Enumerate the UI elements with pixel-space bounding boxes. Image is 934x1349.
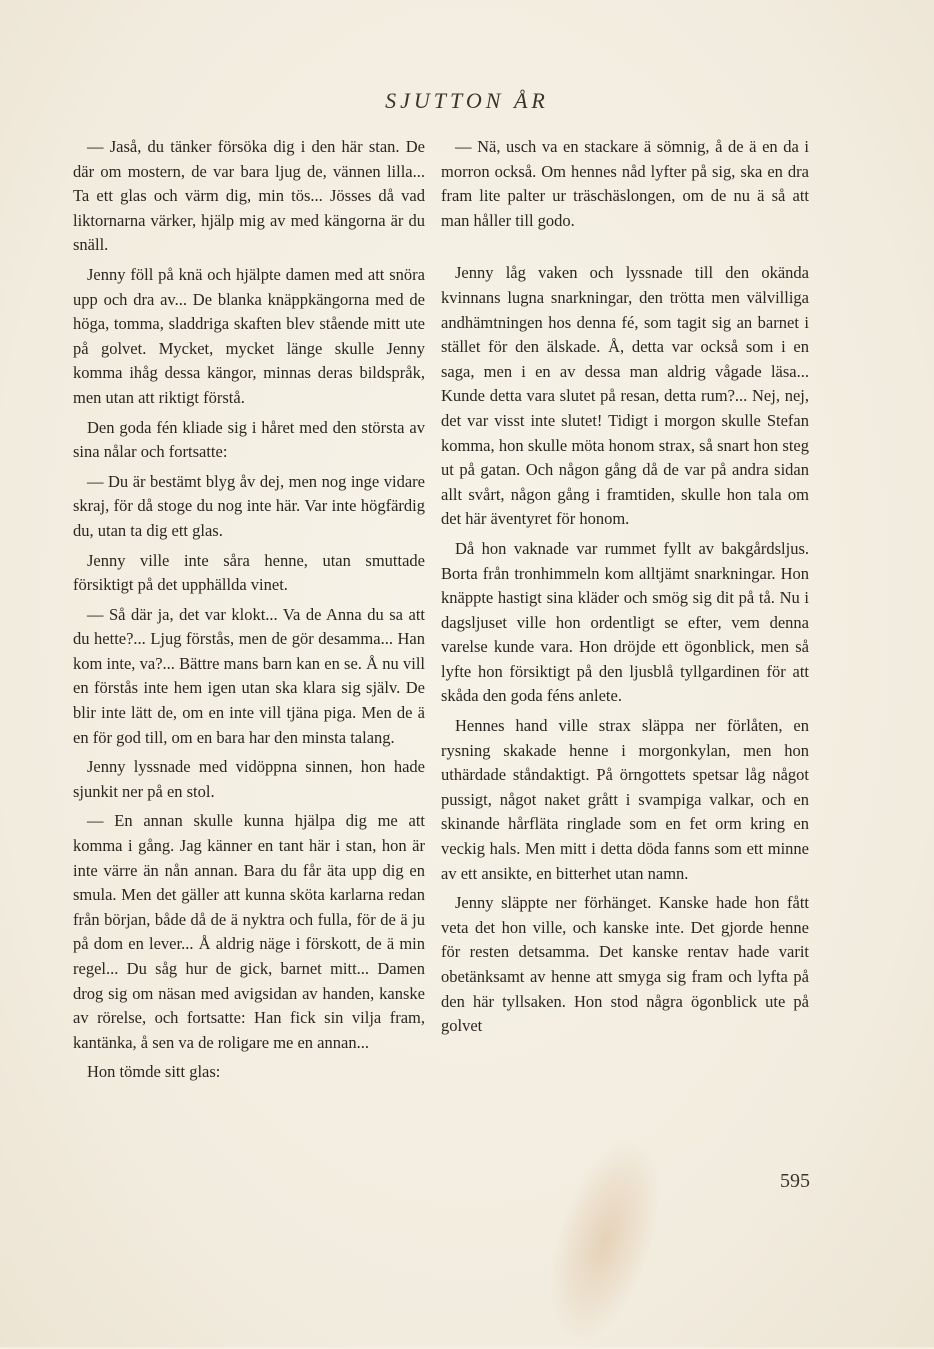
paragraph: Jenny släppte ner förhänget. Kanske hade hon fått veta det hon ville, och kanske inte. Det gjorde henne för resten detsamma. Det kanske rentav hade varit obetänksamt av henne att smyga sig fram och lyfta på den här tyllsaken. Hon stod några ögonblick ute på golvet [441, 893, 809, 1036]
paragraph: Jenny föll på knä och hjälpte damen med att snöra upp och dra av... De blanka knäppkängorna med de höga, tomma, sladdriga skaften blev stående mitt ute på golvet. Mycket, mycket länge skulle Jenny komma ihåg dessa kängor, minnas deras bildspråk, men utan att riktigt förstå. [73, 264, 425, 407]
left-column [73, 135, 425, 1085]
paragraph: — Jaså, du tänker försöka dig i den här stan. De där om mostern, de var bara ljug de, vännen lilla... Ta ett glas och värm dig, min tös... Jösses då vad liktornarna värker, hjälp mig av med kängorna är du snäll. [73, 137, 425, 255]
right-column [441, 135, 809, 1039]
paragraph: Hennes hand ville strax släppa ner förlåten, en rysning skakade henne i morgonkylan, men hon uthärdade ståndaktigt. På örngottets spetsar låg något pussigt, något naket grått i svampiga valkar, och en skinande hårfläta ringlade som en fet orm kring en veckig hals. Men mitt i detta döda fanns som ett minne av ett ansikte, en bitterhet utan namn. [441, 716, 809, 883]
paragraph: Jenny ville inte såra henne, utan smuttade försiktigt på det upphällda vinet. [73, 550, 425, 595]
page-number: 595 [780, 1170, 810, 1192]
paragraph: Jenny lyssnade med vidöppna sinnen, hon hade sjunkit ner på en stol. [73, 757, 425, 801]
paper-stain [531, 1131, 678, 1349]
paragraph: — Du är bestämt blyg åv dej, men nog inge vidare skraj, för då stoge du nog inte här. Var inte högfärdig du, utan ta dig ett glas. [73, 471, 425, 540]
paragraph: Hon tömde sitt glas: [87, 1062, 221, 1082]
paragraph: Jenny låg vaken och lyssnade till den okända kvinnans lugna snarkningar, den trötta men välvilliga andhämtningen hos denna fé, som tagit sig an barnet i stället för den älskade. Å, detta var också som i en saga, men i en av dessa man aldrig vågade läsa... Kunde detta vara slutet på resan, detta rum?... Nej, nej, det var visst inte slutet! Tidigt i morgon skulle Stefan komma, hon skulle möta honom strax, så snart hon steg ut på gatan. Och någon gång då de var på andra sidan allt svårt, någon gång i framtiden, skulle hon tala om det här äventyret för honom. [441, 263, 809, 529]
running-head: SJUTTON ÅR [385, 88, 549, 113]
paragraph: — En annan skulle kunna hjälpa dig me att komma i gång. Jag känner en tant här i stan, hon är inte värre än nån annan. Bara du får äta upp dig en smula. Men det gäller att kunna sköta karlarna redan från början, både då de ä nyktra och fulla, för de ä ju på dom en lever... Å aldrig näge i förskott, de ä min regel... Du såg hur de gick, barnet mitt... Damen drog sig om näsan med avigsidan av handen, kanske av rörelse, och fortsatte: Han fick sin vilja fram, kantänka, å sen va de roligare me en annan... [73, 811, 425, 1052]
paragraph: Då hon vaknade var rummet fyllt av bakgårdsljus. Borta från tronhimmeln kom alltjämt snarkningar. Hon knäppte hastigt sina kläder och smög sig dit på tå. Nu i dagsljuset ville hon ordentligt se efter, vem denna varelse kunde vara. Hon dröjde ett ögonblick, men så lyfte hon försiktigt på den ljusblå tyllgardinen för att skåda den goda féns anlete. [441, 538, 809, 706]
paragraph: — Så där ja, det var klokt... Va de Anna du sa att du hette?... Ljug förstås, men de gör desamma... Han kom inte, va?... Bättre mans barn kan en se. Å nu vill en förstås inte hem igen utan ska klara sig själv. De blir inte lätt de, om en inte vill tjäna piga. Men de ä en för god till, om en bara har den minsta talang. [73, 604, 425, 747]
paragraph: — Nä, usch va en stackare ä sömnig, å de ä en da i morron också. Om hennes nåd lyfter på sig, ska en dra fram lite palter ur träschäslongen, om de nu ä så att man håller till godo. [441, 137, 809, 230]
paragraph: Den goda fén kliade sig i håret med den största av sina nålar och fortsatte: [73, 417, 425, 462]
